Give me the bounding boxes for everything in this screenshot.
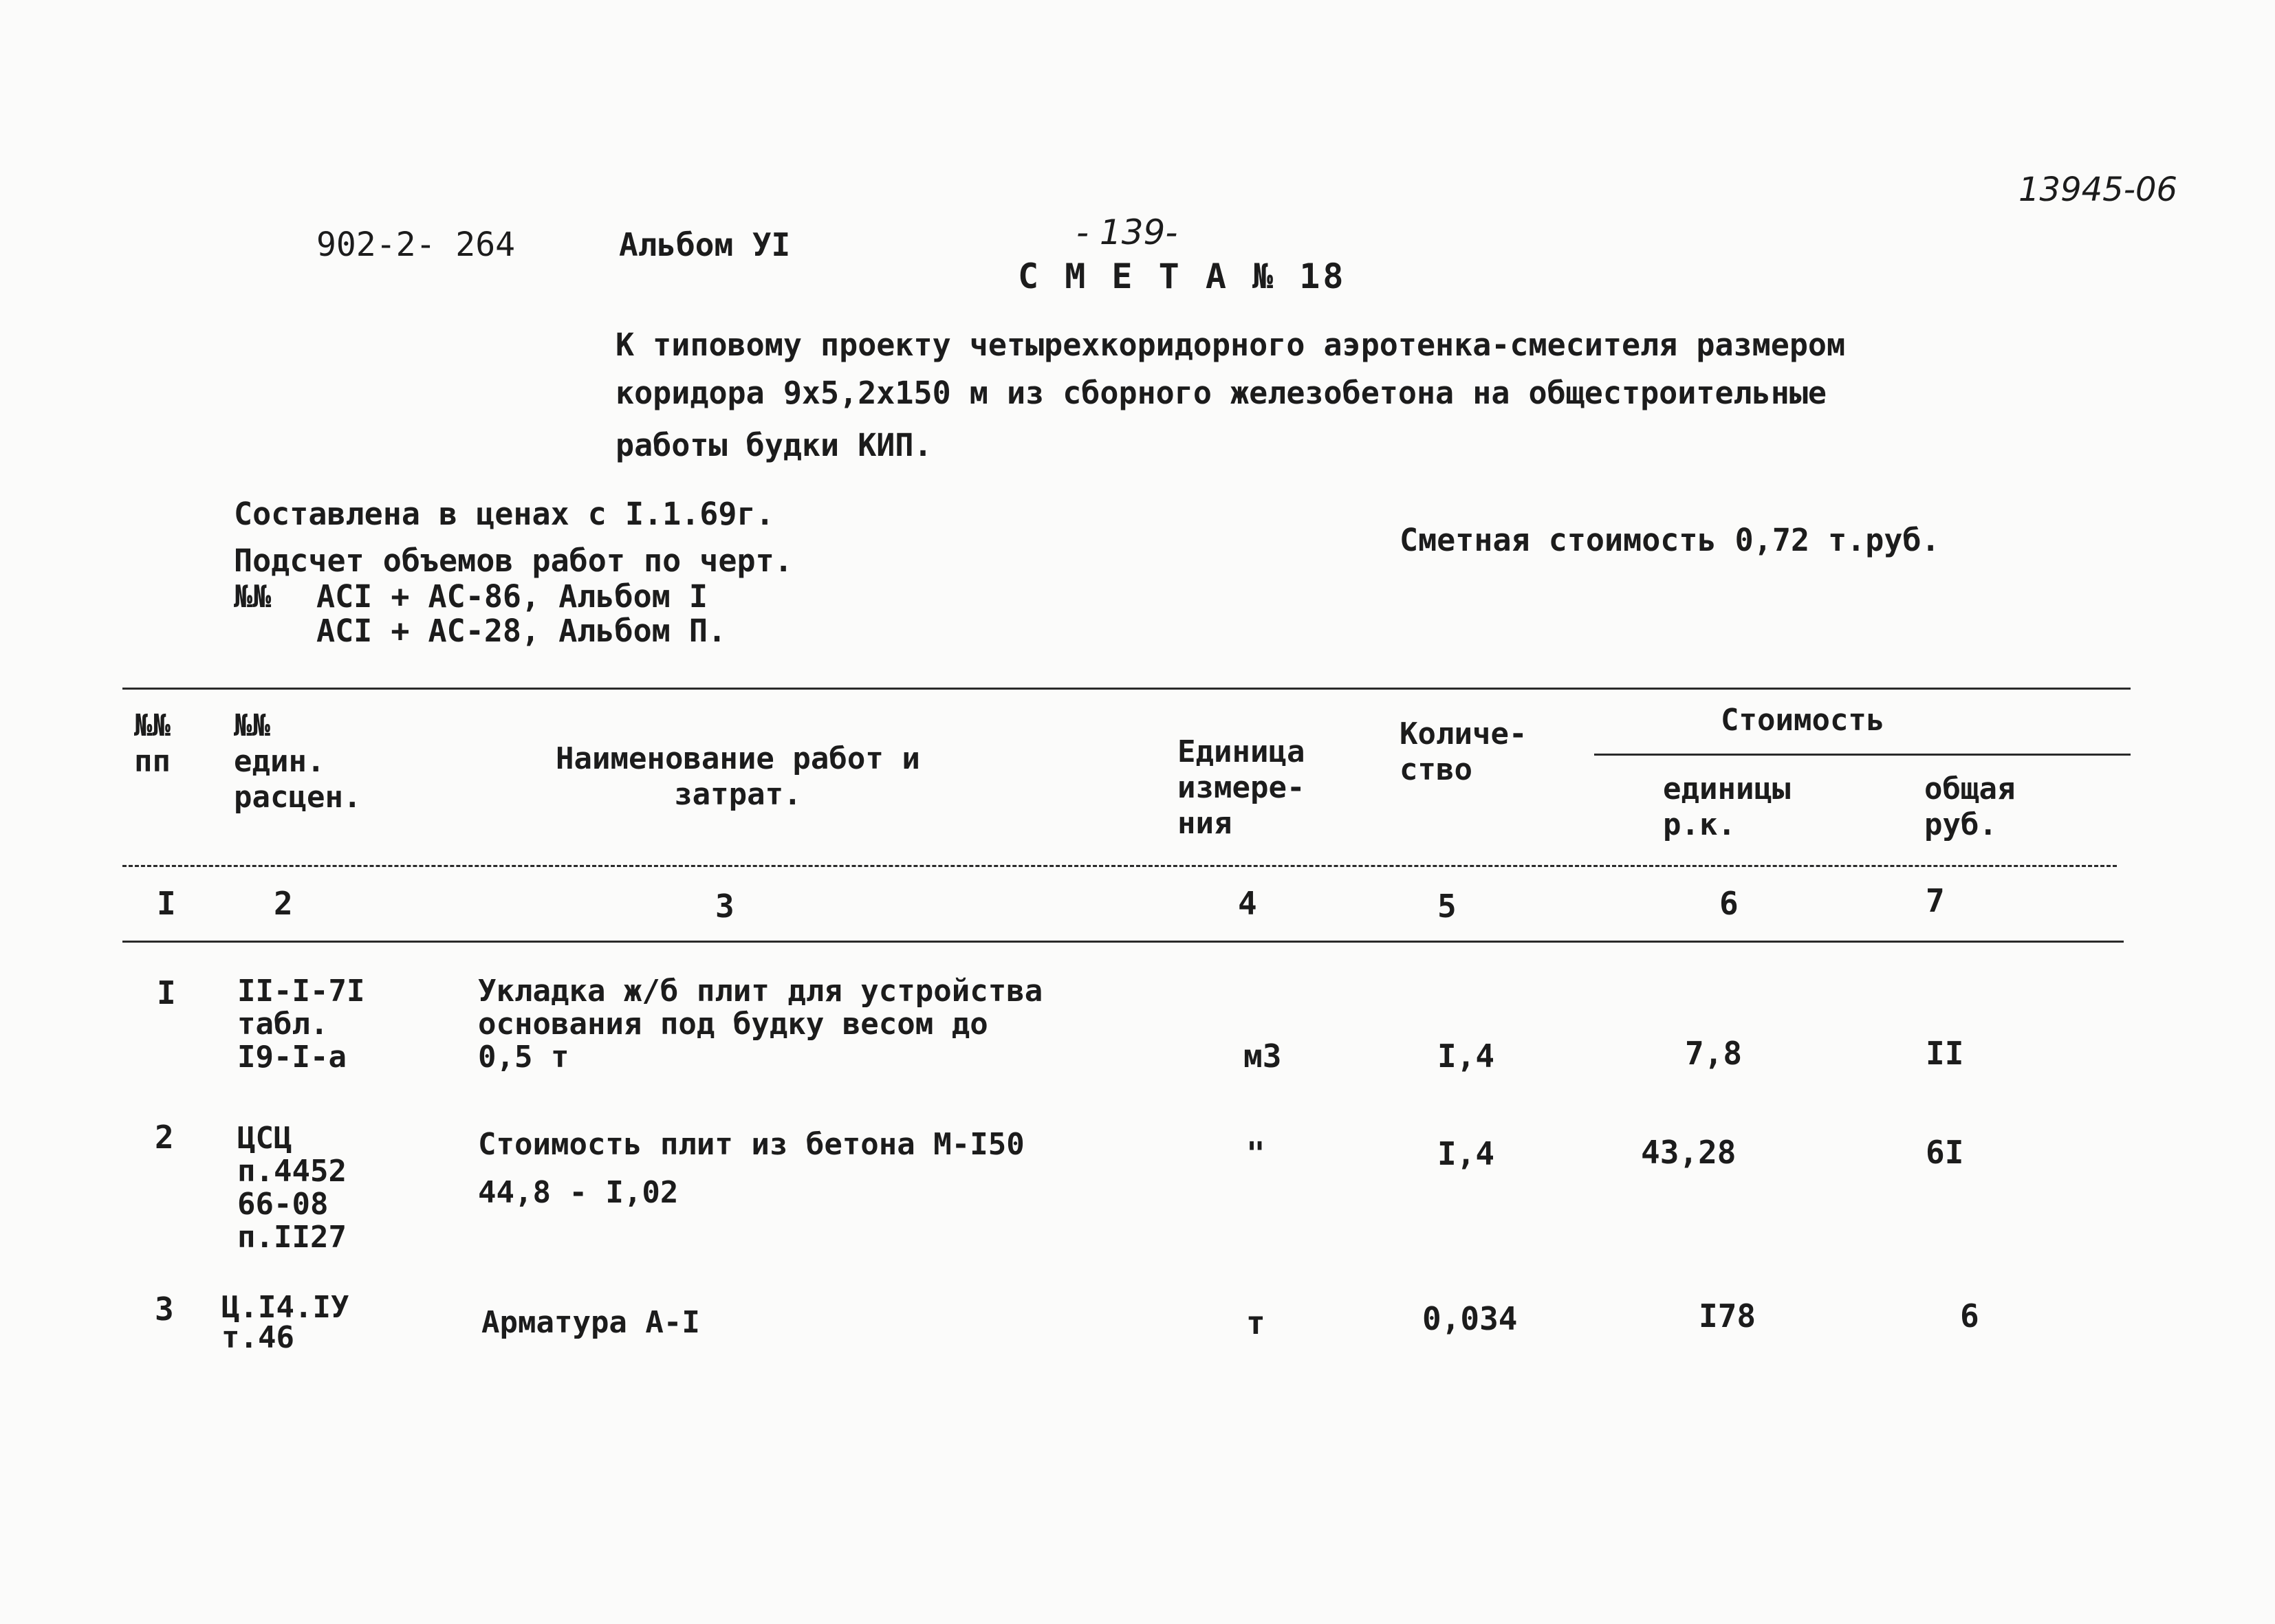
description-line-2: коридора 9х5,2х150 м из сборного железобетона на общестроительные xyxy=(616,375,1827,411)
header-col-unit-cost: единицы р.к. xyxy=(1663,771,1791,842)
table-row-3-quantity: 0,034 xyxy=(1422,1300,1518,1337)
table-row-1-quantity: I,4 xyxy=(1437,1038,1495,1075)
col-number-6: 6 xyxy=(1719,885,1739,922)
header-col-quantity: Количе- ство xyxy=(1400,716,1527,787)
col-number-5: 5 xyxy=(1437,888,1457,925)
col-number-3: 3 xyxy=(715,888,734,925)
table-row-3-unit-cost: I78 xyxy=(1699,1297,1756,1335)
cost-group-rule xyxy=(1594,754,2131,756)
header-col-total: общая руб. xyxy=(1924,771,2016,842)
header-bottom-rule xyxy=(122,865,2117,867)
table-row-3-name: Арматура А-I xyxy=(481,1305,700,1340)
header-col-number: №№ пп xyxy=(134,708,171,779)
volumes-by: Подсчет объемов работ по черт. xyxy=(234,542,793,579)
header-col-name: Наименование работ и затрат. xyxy=(556,741,920,812)
estimated-cost: Сметная стоимость 0,72 т.руб. xyxy=(1400,522,1940,558)
table-row-2-unit: " xyxy=(1246,1135,1265,1172)
table-row-2-quantity: I,4 xyxy=(1437,1135,1495,1172)
table-row-3-total: 6 xyxy=(1960,1297,1979,1335)
archive-number: 13945-06 xyxy=(2018,171,2178,209)
table-row-2-number: 2 xyxy=(155,1119,174,1156)
album-label: Альбом УI xyxy=(619,226,791,263)
page-number: - 139- xyxy=(1076,212,1178,252)
header-col-unit: Единица измере- ния xyxy=(1177,734,1305,841)
table-row-1-unit: м3 xyxy=(1243,1038,1282,1075)
header-col-code: №№ един. расцен. xyxy=(234,708,362,815)
drawings-line-2: АСI + АС-28, Альбом П. xyxy=(316,613,727,649)
table-row-3-code: Ц.I4.IУ т.46 xyxy=(221,1290,349,1355)
header-cost-group: Стоимость xyxy=(1721,703,1885,738)
prices-basis: Составлена в ценах с I.1.69г. xyxy=(234,496,774,532)
table-row-1-name: Укладка ж/б плит для устройства основания под будку весом до 0,5 т xyxy=(478,974,1043,1075)
table-row-2-unit-cost: 43,28 xyxy=(1641,1134,1737,1171)
table-row-1-code: II-I-7I табл. I9-I-а xyxy=(237,974,365,1075)
col-number-7: 7 xyxy=(1926,882,1945,919)
table-row-2-total: 6I xyxy=(1926,1134,1964,1171)
table-row-3-unit: т xyxy=(1246,1304,1265,1341)
table-row-3-number: 3 xyxy=(155,1291,174,1328)
table-row-2-name: Стоимость плит из бетона М-I50 44,8 - I,02 xyxy=(478,1127,1025,1210)
table-row-1-unit-cost: 7,8 xyxy=(1685,1035,1743,1072)
col-number-4: 4 xyxy=(1238,885,1257,922)
document-title: С М Е Т А № 18 xyxy=(1018,256,1347,296)
numbers-bottom-rule xyxy=(122,941,2124,943)
table-row-1-number: I xyxy=(157,974,176,1011)
description-line-3: работы будки КИП. xyxy=(616,427,933,463)
table-row-2-code: ЦСЦ п.4452 66-08 п.II27 xyxy=(237,1121,347,1255)
drawings-prefix: №№ xyxy=(234,578,272,615)
document-code: 902-2- 264 xyxy=(316,226,515,264)
table-row-1-total: II xyxy=(1926,1035,1964,1072)
description-line-1: К типовому проекту четырехкоридорного аэротенка-смесителя размером xyxy=(616,327,1846,363)
drawings-line-1: АСI + АС-86, Альбом I xyxy=(316,578,708,615)
table-top-rule xyxy=(122,688,2131,690)
col-number-2: 2 xyxy=(274,885,293,922)
col-number-1: I xyxy=(157,885,176,922)
